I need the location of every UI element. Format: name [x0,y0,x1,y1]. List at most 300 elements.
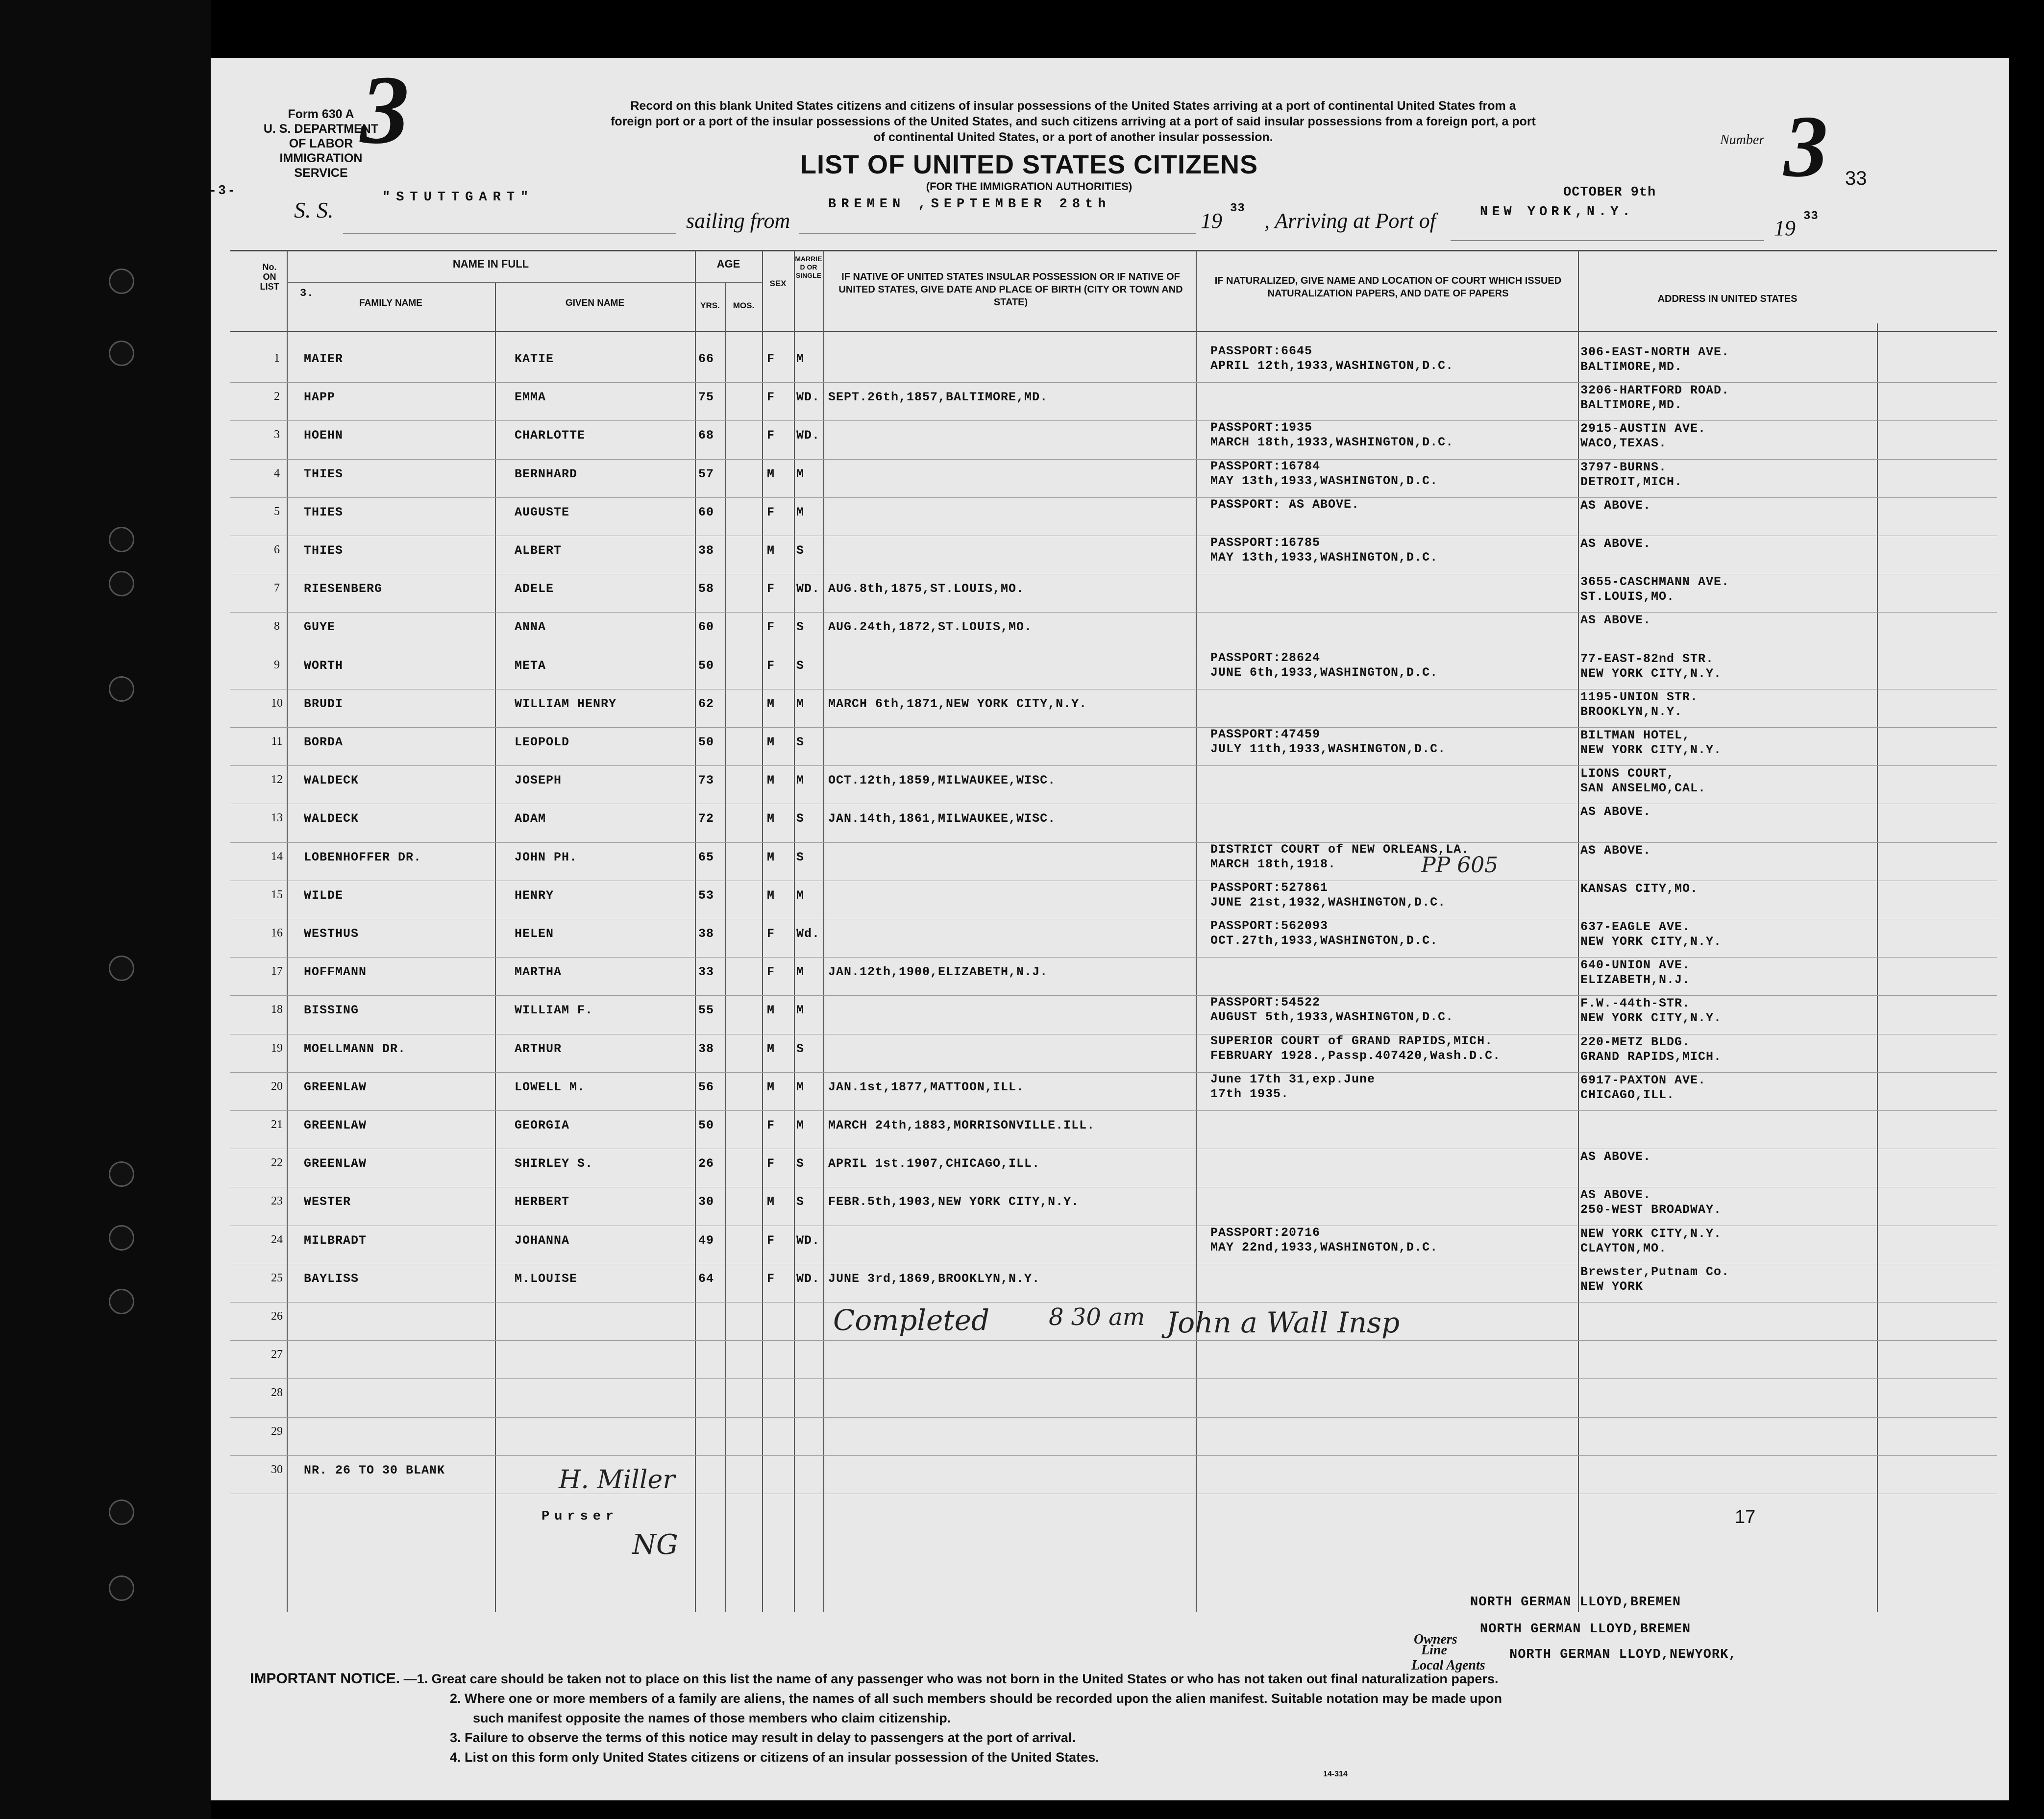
sailing-underline [799,233,1196,234]
family-name: THIES [304,467,344,481]
marital-status: Wd. [796,927,820,941]
family-name: BAYLISS [304,1271,359,1286]
row-number: 9 [274,658,280,671]
sex: M [767,1195,775,1209]
given-name: SHIRLEY S. [515,1156,593,1171]
age-years: 30 [698,1195,714,1209]
address-2: DETROIT,MICH. [1580,474,1683,489]
address-1: 6917-PAXTON AVE. [1580,1073,1706,1087]
sex: F [767,428,775,443]
naturalization-1: PASSPORT:562093 [1210,919,1329,933]
marital-status: M [796,696,805,711]
address-1: AS ABOVE. [1580,613,1651,628]
address-2: ST.LOUIS,MO. [1580,590,1675,604]
row-rule [230,459,1997,460]
address-2: NEW YORK CITY,N.Y. [1580,934,1722,949]
given-name: MARTHA [515,965,562,980]
age-years: 60 [698,505,714,519]
address-1: 1195-UNION STR. [1580,689,1699,704]
given-name: WILLIAM F. [515,1003,593,1018]
punch-hole [109,527,134,552]
number-label: Number [1720,132,1765,147]
age-years: 65 [698,850,714,864]
form-number: Form 630 A [288,107,354,121]
punch-hole [109,1161,134,1187]
agents-value: NORTH GERMAN LLOYD,NEWYORK, [1509,1647,1737,1662]
owners-label: Owners [1414,1632,1457,1647]
given-name: BERNHARD [515,467,578,481]
ss-label: S. S. [294,197,334,222]
naturalization-2: AUGUST 5th,1933,WASHINGTON,D.C. [1210,1010,1454,1025]
address-1: NEW YORK CITY,N.Y. [1580,1226,1722,1241]
address-2: 250-WEST BROADWAY. [1580,1203,1722,1217]
naturalization-2: JULY 11th,1933,WASHINGTON,D.C. [1210,742,1446,756]
sex: M [767,735,775,749]
birth-date-place: FEBR.5th,1903,NEW YORK CITY,N.Y. [828,1195,1080,1209]
year-prefix-2: 19 [1774,216,1796,240]
row-rule [230,1110,1997,1111]
address-1: AS ABOVE. [1580,498,1651,513]
given-name: LOWELL M. [515,1080,586,1094]
address-1: 3655-CASCHMANN AVE. [1580,575,1730,590]
row-number: 11 [271,735,283,748]
side-mark: - 3 - [211,182,234,197]
marital-status: WD. [796,1233,820,1248]
family-name: HOEHN [304,428,344,443]
marital-status: S [796,811,805,826]
address-1: AS ABOVE. [1580,1150,1651,1164]
birth-date-place: JAN.14th,1861,MILWAUKEE,WISC. [828,811,1056,826]
col-name-full: NAME IN FULL [452,258,529,270]
family-name: RIESENBERG [304,582,383,596]
birth-date-place: JAN.1st,1877,MATTOON,ILL. [828,1080,1025,1094]
naturalization-2: MAY 13th,1933,WASHINGTON,D.C. [1210,550,1438,565]
family-name: WESTER [304,1195,351,1209]
sex: F [767,505,775,519]
naturalization-1: DISTRICT COURT of NEW ORLEANS,LA. [1210,842,1470,857]
ship-name: "STUTTGART" [382,190,535,205]
marital-status: WD. [796,428,820,443]
naturalization-2: JUNE 21st,1932,WASHINGTON,D.C. [1210,895,1446,910]
marital-status: S [796,1041,805,1056]
owners-value: NORTH GERMAN LLOYD,BREMEN [1480,1622,1691,1637]
pp-mark: PP 605 [1421,853,1499,878]
row-rule [230,1302,1997,1303]
notice-1: —1. Great care should be taken not to place on this list the name of any passenger who was not born in the United States or who has not taken out final naturalization papers. [403,1672,1499,1686]
age-years: 62 [698,696,714,711]
row-number: 23 [271,1195,283,1208]
marital-status: S [796,658,805,673]
important-notice [250,1669,1818,1689]
col-address: ADDRESS IN UNITED STATES [1657,294,1798,304]
family-name: WALDECK [304,811,359,826]
row-number: 18 [271,1003,283,1016]
record-line-2: foreign port or a port of the insular possessions of the United States, and such citizens arriving at a port of said insular possessions from a foreign port, a port [611,115,1536,128]
col-divider [762,250,763,1612]
row-number: 14 [271,850,283,863]
year-1: 33 [1230,202,1245,215]
marital-status: M [796,1080,805,1094]
age-years: 26 [698,1156,714,1171]
arriving-port: NEW YORK,N.Y. [1480,205,1634,220]
col-family-name: FAMILY NAME [359,298,422,308]
given-name: HERBERT [515,1195,570,1209]
family-name: THIES [304,505,344,519]
address-1: 220-METZ BLDG. [1580,1034,1691,1049]
family-name: HOFFMANN [304,965,367,980]
family-name: HAPP [304,390,336,405]
row-number: 6 [274,543,280,556]
punch-hole [109,1575,134,1601]
family-name: LOBENHOFFER DR. [304,850,422,864]
given-name: META [515,658,546,673]
naturalization-1: PASSPORT:54522 [1210,995,1321,1010]
row-number: 12 [271,773,283,787]
given-name: LEOPOLD [515,735,570,749]
page-number: 33 [1845,168,1867,189]
age-years: 56 [698,1080,714,1094]
col-married-single: MARRIED OR SINGLE [795,255,822,279]
address-1: KANSAS CITY,MO. [1580,881,1699,896]
naturalization-2: JUNE 6th,1933,WASHINGTON,D.C. [1210,665,1438,680]
row-rule [230,957,1997,958]
sex: F [767,658,775,673]
notice-2b: such manifest opposite the names of those members who claim citizenship. [473,1711,951,1725]
sex: M [767,1080,775,1094]
marital-status: M [796,888,805,903]
naturalization-2: APRIL 12th,1933,WASHINGTON,D.C. [1210,359,1454,373]
line-label: Line [1421,1643,1447,1658]
age-years: 66 [698,352,714,366]
age-years: 75 [698,390,714,405]
year-prefix-1: 19 [1201,209,1222,233]
sex: F [767,927,775,941]
address-2: SAN ANSELMO,CAL. [1580,781,1706,796]
row-number: 22 [271,1156,283,1170]
row-number: 7 [274,582,280,595]
given-name: ADAM [515,811,546,826]
address-1: Brewster,Putnam Co. [1580,1264,1730,1279]
purser-initials: NG [632,1529,678,1561]
department: U. S. DEPARTMENT OF LABOR [263,122,379,150]
naturalization-2: MARCH 18th,1933,WASHINGTON,D.C. [1210,435,1454,450]
marital-status: M [796,1003,805,1018]
number-value: 3 [1784,98,1828,195]
age-years: 50 [698,735,714,749]
marital-status: M [796,467,805,481]
row-rule [230,995,1997,996]
marital-status: M [796,1118,805,1132]
row-rule [230,765,1997,766]
naturalization-1: PASSPORT: AS ABOVE. [1210,497,1360,512]
sex: M [767,1003,775,1018]
sex: F [767,582,775,596]
sex: M [767,888,775,903]
address-2: BALTIMORE,MD. [1580,398,1683,413]
year-2: 33 [1803,210,1819,223]
col-age: AGE [716,258,740,270]
print-code: 14-314 [1323,1770,1348,1778]
row-number: 16 [271,927,283,939]
age-years: 72 [698,811,714,826]
given-name: HELEN [515,927,554,941]
family-name: WALDECK [304,773,359,788]
address-1: LIONS COURT, [1580,766,1675,781]
birth-date-place: MARCH 6th,1871,NEW YORK CITY,N.Y. [828,696,1087,711]
birth-date-place: OCT.12th,1859,MILWAUKEE,WISC. [828,773,1056,788]
row-number: 13 [271,811,283,825]
col-divider [823,250,824,1612]
address-1: F.W.-44th-STR. [1580,996,1691,1011]
page-subtitle: (FOR THE IMMIGRATION AUTHORITIES) [926,180,1133,193]
row-number: 4 [274,467,280,480]
given-name: JOHN PH. [515,850,578,864]
age-years: 64 [698,1271,714,1286]
given-name: HENRY [515,888,554,903]
address-2: CHICAGO,ILL. [1580,1087,1675,1102]
notice-title: IMPORTANT NOTICE. [250,1671,400,1687]
manifest-sheet [211,58,2009,1800]
col-mos: MOS. [733,301,755,310]
col-sex: SEX [769,279,787,288]
birth-date-place: AUG.8th,1875,ST.LOUIS,MO. [828,582,1025,596]
row-number: 3 [274,428,280,442]
col-divider [695,250,696,1612]
marital-status: M [796,965,805,980]
age-years: 38 [698,1041,714,1056]
age-years: 50 [698,1118,714,1132]
family-name: BISSING [304,1003,359,1018]
given-name: AUGUSTE [515,505,570,519]
row-rule [230,420,1997,421]
marital-status: M [796,352,805,366]
row-number: 21 [271,1118,283,1131]
marital-status: M [796,505,805,519]
record-line-3: of continental United States, or a port of another insular possession. [873,130,1273,144]
naturalization-1: SUPERIOR COURT of GRAND RAPIDS,MICH. [1210,1033,1493,1048]
address-1: 306-EAST-NORTH AVE. [1580,345,1730,359]
marital-status: S [796,543,805,558]
completed-note: Completed [833,1303,990,1337]
purser-signature: H. Miller [559,1465,675,1495]
row-rule [230,1378,1997,1379]
given-name: CHARLOTTE [515,428,586,443]
given-name: EMMA [515,390,546,405]
family-name: GREENLAW [304,1118,367,1132]
age-years: 55 [698,1003,714,1018]
page-title: LIST OF UNITED STATES CITIZENS [800,150,1258,179]
marital-status: S [796,1195,805,1209]
age-years: 68 [698,428,714,443]
naturalization-1: PASSPORT:6645 [1210,344,1313,358]
address-2: GRAND RAPIDS,MICH. [1580,1049,1722,1064]
row-rule [230,612,1997,613]
notice-4: 4. List on this form only United States citizens or citizens of an insular possession of the United States. [450,1750,1099,1765]
sailing-label: sailing from [686,209,790,233]
birth-date-place: APRIL 1st.1907,CHICAGO,ILL. [828,1156,1040,1171]
sex: F [767,1271,775,1286]
row-number: 20 [271,1080,283,1093]
row-number: 15 [271,888,283,901]
notice-2a: 2. Where one or more members of a family are aliens, the names of all such members should be recorded upon the alien manifest. Suitable notation may be made upon [450,1691,1502,1706]
address-1: 637-EAGLE AVE. [1580,920,1691,934]
table-top-border [230,250,1997,251]
address-2: NEW YORK CITY,N.Y. [1580,666,1722,681]
punch-hole [109,269,134,294]
naturalization-2: MAY 22nd,1933,WASHINGTON,D.C. [1210,1240,1438,1254]
sex: F [767,965,775,980]
col-given-name: GIVEN NAME [565,298,625,308]
family-name: MAIER [304,352,344,366]
row-number: 28 [271,1386,283,1400]
address-2: NEW YORK [1580,1279,1644,1294]
age-years: 33 [698,965,714,980]
col-divider [495,282,496,1612]
service: IMMIGRATION SERVICE [279,151,363,180]
family-name: WORTH [304,658,344,673]
address-1: 77-EAST-82nd STR. [1580,651,1714,666]
sex: M [767,850,775,864]
address-1: AS ABOVE. [1580,1188,1651,1203]
sheet-number: 17 [1735,1507,1756,1527]
inspector-signature: John a Wall Insp [1166,1306,1400,1339]
naturalization-1: PASSPORT:16784 [1210,459,1321,473]
given-name: M.LOUISE [515,1271,578,1286]
sex: M [767,811,775,826]
address-2: NEW YORK CITY,N.Y. [1580,1011,1722,1026]
col-yrs: YRS. [700,301,720,310]
row-number: 8 [274,620,280,633]
row-rule [230,842,1997,843]
given-name: ARTHUR [515,1041,562,1056]
row-number: 19 [271,1041,283,1055]
family-name: GREENLAW [304,1156,367,1171]
marital-status: WD. [796,390,820,405]
row-number: 27 [271,1348,283,1361]
family-name: MOELLMANN DR. [304,1041,406,1056]
ship-underline [343,233,676,234]
family-name: WILDE [304,888,344,903]
naturalization-1: PASSPORT:1935 [1210,420,1313,435]
age-years: 58 [698,582,714,596]
age-years: 60 [698,620,714,635]
address-2: CLAYTON,MO. [1580,1241,1667,1255]
marital-status: WD. [796,582,820,596]
sex: M [767,1041,775,1056]
address-1: AS ABOVE. [1580,537,1651,551]
birth-date-place: JAN.12th,1900,ELIZABETH,N.J. [828,965,1048,980]
punch-hole [109,1499,134,1525]
given-name: JOHANNA [515,1233,570,1248]
row-number: 26 [271,1310,283,1323]
address-2: ELIZABETH,N.J. [1580,973,1691,987]
completed-time: 8 30 am [1049,1303,1145,1331]
address-2: BROOKLYN,N.Y. [1580,704,1683,719]
row-number: 30 [271,1463,283,1476]
arriving-date: OCTOBER 9th [1563,185,1656,200]
marital-status: M [796,773,805,788]
col-divider [1578,250,1579,1612]
list-number: 3. [300,287,314,299]
sex: F [767,1233,775,1248]
family-name: WESTHUS [304,927,359,941]
col-divider [725,282,726,1612]
col-no: No. ON LIST [260,262,279,292]
given-name: ANNA [515,620,546,635]
address-2: BALTIMORE,MD. [1580,360,1683,374]
binder-spine [0,0,211,1819]
sex: M [767,467,775,481]
row-number: 5 [274,505,280,518]
row-rule [230,1340,1997,1341]
row-rule [230,1417,1997,1418]
naturalization-2: MARCH 18th,1918. [1210,857,1336,871]
list-big-number: 3 [360,56,409,164]
marital-status: S [796,1156,805,1171]
marital-status: S [796,850,805,864]
age-years: 50 [698,658,714,673]
family-name: BORDA [304,735,344,749]
row-rule [230,727,1997,728]
address-1: 2915-AUSTIN AVE. [1580,421,1706,436]
arriving-label: , Arriving at Port of [1264,209,1436,233]
row-number: 10 [271,696,283,710]
marital-status: S [796,735,805,749]
naturalization-2: 17th 1935. [1210,1086,1289,1101]
punch-hole [109,1225,134,1251]
given-name: ALBERT [515,543,562,558]
row-number: 1 [274,352,280,365]
port-underline [1451,240,1764,241]
punch-hole [109,571,134,596]
given-name: JOSEPH [515,773,562,788]
naturalization-2: MAY 13th,1933,WASHINGTON,D.C. [1210,473,1438,488]
record-line-1: Record on this blank United States citizens and citizens of insular possessions of the United States arriving at a port of continental United States from a [630,99,1516,113]
sex: F [767,620,775,635]
col-divider [1877,323,1878,1612]
marital-status: S [796,620,805,635]
age-split-line [695,282,762,283]
punch-hole [109,676,134,702]
sex: F [767,390,775,405]
naturalization-1: PASSPORT:20716 [1210,1225,1321,1240]
row-number: 2 [274,390,280,403]
age-years: 38 [698,543,714,558]
birth-date-place: SEPT.26th,1857,BALTIMORE,MD. [828,390,1048,405]
naturalization-1: PASSPORT:16785 [1210,536,1321,550]
col-naturalization: IF NATURALIZED, GIVE NAME AND LOCATION OF COURT WHICH ISSUED NATURALIZATION PAPERS, AND DATE OF PAPERS [1214,275,1562,299]
row-number: 24 [271,1233,283,1246]
age-years: 38 [698,927,714,941]
sex: M [767,773,775,788]
sex: F [767,1156,775,1171]
row-number: 29 [271,1425,283,1438]
row-rule [230,1072,1997,1073]
family-name: GUYE [304,620,336,635]
col-birthplace: IF NATIVE OF UNITED STATES INSULAR POSSESSION OR IF NATIVE OF UNITED STATES, GIVE DATE AND PLACE OF BIRTH (CITY OR TOWN AND STATE) [838,271,1183,308]
sex: F [767,1118,775,1132]
sailing-from: BREMEN ,SEPTEMBER 28th [828,197,1111,212]
punch-hole [109,341,134,366]
row-number: 25 [271,1271,283,1284]
row-rule [230,382,1997,383]
sex: M [767,696,775,711]
naturalization-1: June 17th 31,exp.June [1210,1072,1376,1086]
row-rule [230,497,1997,498]
address-1: AS ABOVE. [1580,805,1651,819]
family-name: GREENLAW [304,1080,367,1094]
family-name: THIES [304,543,344,558]
